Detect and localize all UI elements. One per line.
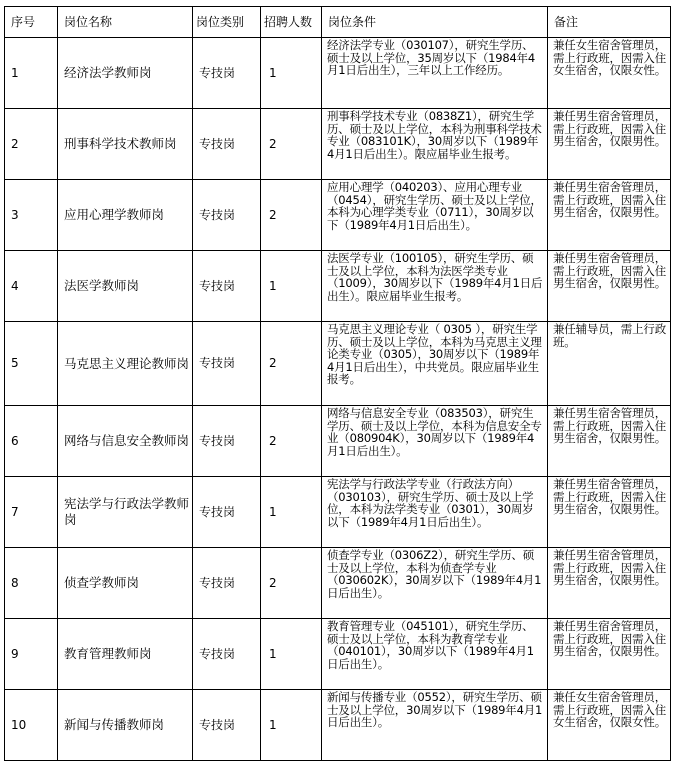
cell-remarks: 兼任女生宿舍管理员，需上行政班，因需入住女生宿舍，仅限女性。 [548, 690, 671, 761]
cell-remarks: 兼任男生宿舍管理员，需上行政班，因需入住男生宿舍，仅限男性。 [548, 477, 671, 548]
cell-hire-count: 2 [261, 109, 322, 180]
header-conditions: 岗位条件 [322, 7, 548, 38]
cell-conditions: 经济法学专业（030107），研究生学历、硕士及以上学位，35周岁以下（1984年4月1日后出生），三年以上工作经历。 [322, 38, 548, 109]
cell-remarks: 兼任男生宿舍管理员，需上行政班，因需入住男生宿舍，仅限男性。 [548, 180, 671, 251]
cell-hire-count: 2 [261, 548, 322, 619]
cell-conditions: 宪法学与行政法学专业（行政法方向）（030103），研究生学历、硕士及以上学位，本科为法学类专业（0301），30周岁以下（1989年4月1日后出生）。 [322, 477, 548, 548]
cell-position-name: 应用心理学教师岗 [58, 180, 193, 251]
cell-index: 2 [5, 109, 58, 180]
recruitment-table [4, 6, 671, 761]
header-position-type: 岗位类别 [193, 7, 261, 38]
cell-position-type: 专技岗 [193, 251, 261, 322]
cell-remarks: 兼任男生宿舍管理员，需上行政班，因需入住男生宿舍，仅限男性。 [548, 109, 671, 180]
cell-conditions: 新闻与传播专业（0552），研究生学历、硕士及以上学位，30周岁以下（1989年4月1日后出生）。 [322, 690, 548, 761]
cell-conditions: 教育管理专业（045101），研究生学历、硕士及以上学位，本科为教育学专业（040101），30周岁以下（1989年4月1日后出生）。 [322, 619, 548, 690]
cell-position-name: 侦查学教师岗 [58, 548, 193, 619]
cell-remarks: 兼任男生宿舍管理员，需上行政班，因需入住男生宿舍，仅限男性。 [548, 619, 671, 690]
cell-remarks: 兼任男生宿舍管理员，需上行政班，因需入住男生宿舍，仅限男性。 [548, 251, 671, 322]
table-row [5, 619, 671, 690]
cell-position-name: 宪法学与行政法学教师岗 [58, 477, 193, 548]
cell-position-name: 刑事科学技术教师岗 [58, 109, 193, 180]
cell-hire-count: 1 [261, 619, 322, 690]
header-position-name: 岗位名称 [58, 7, 193, 38]
cell-remarks: 兼任男生宿舍管理员，需上行政班，因需入住男生宿舍，仅限男性。 [548, 406, 671, 477]
cell-position-name: 教育管理教师岗 [58, 619, 193, 690]
cell-conditions: 侦查学专业（0306Z2），研究生学历、硕士及以上学位，本科为侦查学专业（030602K），30周岁以下（1989年4月1日后出生）。 [322, 548, 548, 619]
cell-index: 8 [5, 548, 58, 619]
table-row [5, 38, 671, 109]
table-row [5, 322, 671, 406]
cell-index: 9 [5, 619, 58, 690]
cell-conditions: 网络与信息安全专业（083503），研究生学历、硕士及以上学位，本科为信息安全专业（080904K），30周岁以下（1989年4月1日后出生）。 [322, 406, 548, 477]
cell-position-name: 经济法学教师岗 [58, 38, 193, 109]
table-row [5, 406, 671, 477]
table-row [5, 251, 671, 322]
cell-index: 5 [5, 322, 58, 406]
cell-index: 10 [5, 690, 58, 761]
header-index: 序号 [5, 7, 58, 38]
cell-position-name: 新闻与传播教师岗 [58, 690, 193, 761]
cell-remarks: 兼任辅导员，需上行政班。 [548, 322, 671, 406]
cell-position-name: 网络与信息安全教师岗 [58, 406, 193, 477]
cell-position-type: 专技岗 [193, 38, 261, 109]
cell-conditions: 应用心理学（040203）、应用心理专业（0454），研究生学历、硕士及以上学位，本科为心理学类专业（0711），30周岁以下（1989年4月1日后出生）。 [322, 180, 548, 251]
cell-position-type: 专技岗 [193, 477, 261, 548]
cell-position-type: 专技岗 [193, 619, 261, 690]
table-header-row [5, 7, 671, 38]
cell-hire-count: 2 [261, 322, 322, 406]
cell-index: 6 [5, 406, 58, 477]
cell-position-type: 专技岗 [193, 690, 261, 761]
cell-position-name: 马克思主义理论教师岗 [58, 322, 193, 406]
header-remarks: 备注 [548, 7, 671, 38]
cell-position-name: 法医学教师岗 [58, 251, 193, 322]
cell-hire-count: 2 [261, 180, 322, 251]
cell-hire-count: 1 [261, 251, 322, 322]
cell-remarks: 兼任男生宿舍管理员，需上行政班，因需入住男生宿舍，仅限男性。 [548, 548, 671, 619]
cell-position-type: 专技岗 [193, 406, 261, 477]
cell-index: 3 [5, 180, 58, 251]
cell-position-type: 专技岗 [193, 548, 261, 619]
cell-hire-count: 1 [261, 477, 322, 548]
cell-remarks: 兼任女生宿舍管理员，需上行政班，因需入住女生宿舍，仅限女性。 [548, 38, 671, 109]
cell-position-type: 专技岗 [193, 109, 261, 180]
table-row [5, 180, 671, 251]
table-row [5, 109, 671, 180]
cell-hire-count: 1 [261, 690, 322, 761]
header-hire-count: 招聘人数 [261, 7, 322, 38]
cell-index: 4 [5, 251, 58, 322]
cell-conditions: 法医学专业（100105），研究生学历、硕士及以上学位，本科为法医学类专业（1009），30周岁以下（1989年4月1日后出生）。限应届毕业生报考。 [322, 251, 548, 322]
cell-conditions: 马克思主义理论专业（ 0305 ），研究生学历、硕士及以上学位，本科为马克思主义理论类专业（0305），30周岁以下（1989年4月1日后出生），中共党员。限应届毕业生报考。 [322, 322, 548, 406]
table-row [5, 548, 671, 619]
cell-conditions: 刑事科学技术专业（0838Z1），研究生学历、硕士及以上学位，本科为刑事科学技术专业（083101K），30周岁以下（1989年4月1日后出生）。限应届毕业生报考。 [322, 109, 548, 180]
cell-hire-count: 2 [261, 406, 322, 477]
cell-index: 7 [5, 477, 58, 548]
cell-position-type: 专技岗 [193, 180, 261, 251]
cell-index: 1 [5, 38, 58, 109]
table-row [5, 690, 671, 761]
cell-hire-count: 1 [261, 38, 322, 109]
table-row [5, 477, 671, 548]
cell-position-type: 专技岗 [193, 322, 261, 406]
